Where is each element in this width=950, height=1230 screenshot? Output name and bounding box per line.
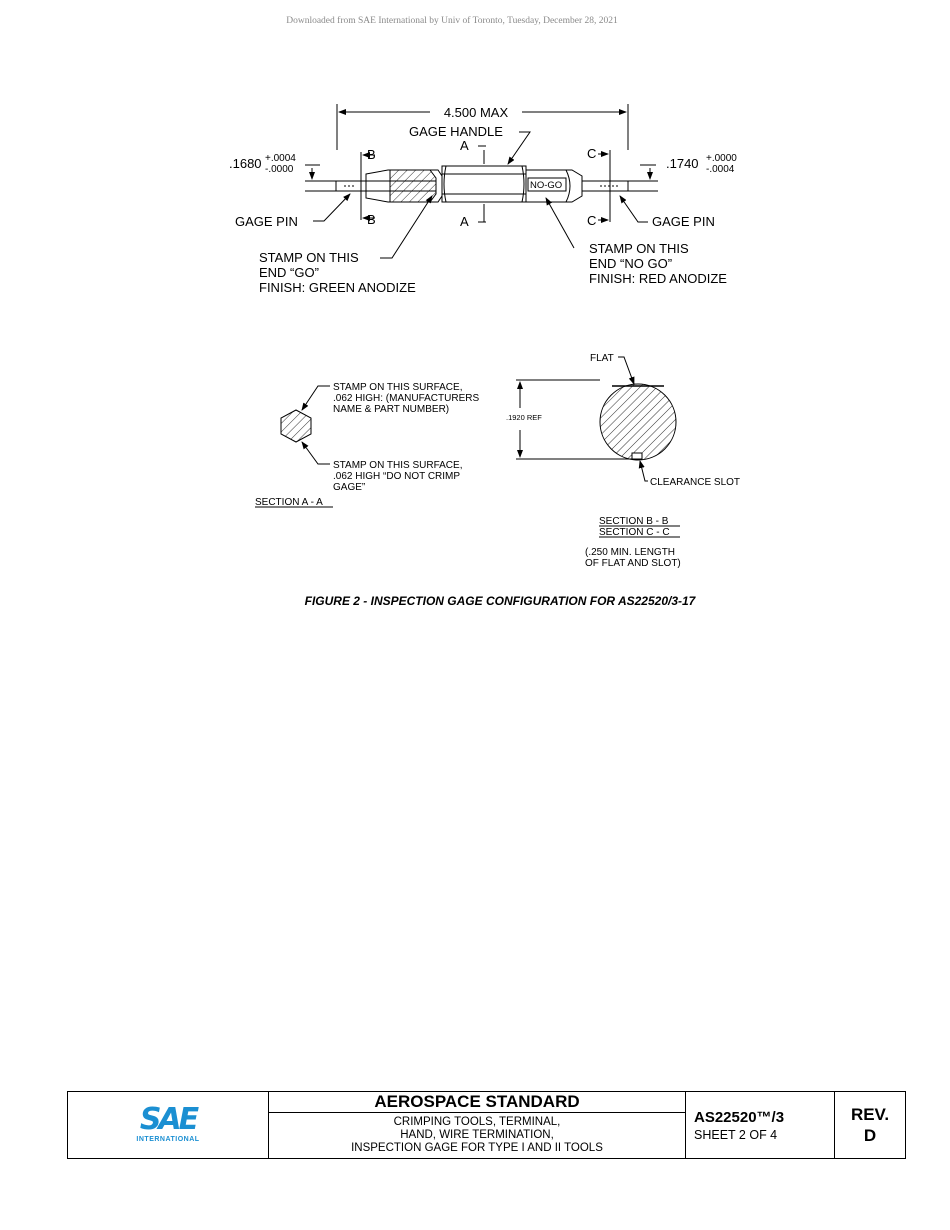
- hex-note-bottom-2: .062 HIGH “DO NOT CRIMP: [333, 471, 461, 482]
- figure-caption: FIGURE 2 - INSPECTION GAGE CONFIGURATION FOR AS22520/3-17: [304, 594, 696, 608]
- title-block: [67, 1091, 906, 1159]
- hex-note-bottom-3: GAGE”: [333, 482, 366, 493]
- left-tol-minus: -.0000: [265, 164, 294, 175]
- gage-pin-left-label: GAGE PIN: [235, 214, 298, 229]
- section-a-top-label: A: [460, 138, 469, 153]
- sae-logo-cell: [68, 1092, 269, 1159]
- subtitle-line-1: CRIMPING TOOLS, TERMINAL,: [393, 1116, 561, 1128]
- hex-note-top-1: STAMP ON THIS SURFACE,: [333, 382, 463, 393]
- section-a-bottom-label: A: [460, 214, 469, 229]
- clearance-slot-label: CLEARANCE SLOT: [650, 477, 741, 488]
- section-c-bottom-label: C: [587, 213, 597, 228]
- nogo-note-line-3: FINISH: RED ANODIZE: [589, 271, 727, 286]
- gage-handle-body: [442, 166, 526, 202]
- document-number-cell: [686, 1092, 835, 1159]
- left-tol-plus: +.0004: [265, 153, 296, 164]
- go-note-line-2: END “GO”: [259, 265, 319, 280]
- go-note-line-3: FINISH: GREEN ANODIZE: [259, 280, 416, 295]
- clearance-slot-shape: [632, 453, 642, 459]
- gage-pin-right-label: GAGE PIN: [652, 214, 715, 229]
- standard-subtitle: [269, 1113, 686, 1159]
- revision-value: D: [863, 1126, 877, 1145]
- round-section-bb-cc: [600, 384, 676, 460]
- sae-logo-sub: INTERNATIONAL: [136, 1135, 200, 1143]
- nogo-note-line-2: END “NO GO”: [589, 256, 673, 271]
- inspection-gage-drawing: [0, 0, 950, 590]
- standard-title: AEROSPACE STANDARD: [269, 1092, 686, 1113]
- section-c-top-label: C: [587, 146, 597, 161]
- subtitle-line-3: INSPECTION GAGE FOR TYPE I AND II TOOLS: [351, 1142, 603, 1154]
- sheet-number: SHEET 2 OF 4: [694, 1127, 778, 1142]
- left-pin-diameter: .1680: [229, 156, 262, 171]
- section-b-top-label: B: [367, 147, 376, 162]
- sae-logo: [136, 1101, 200, 1143]
- length-note-2: OF FLAT AND SLOT): [585, 558, 681, 569]
- section-b-bottom-label: B: [367, 212, 376, 227]
- hex-note-top-2: .062 HIGH: (MANUFACTURERS: [333, 393, 480, 404]
- hex-section-aa: [281, 410, 311, 442]
- document-number: AS22520™/3: [694, 1108, 785, 1126]
- sae-logo-mark: SAE: [139, 1101, 197, 1137]
- section-bb-label: SECTION B - B: [599, 516, 669, 527]
- section-aa-label: SECTION A - A: [255, 497, 323, 508]
- right-tol-plus: +.0000: [706, 153, 737, 164]
- revision-cell: [835, 1092, 906, 1159]
- hex-note-bottom-1: STAMP ON THIS SURFACE,: [333, 460, 463, 471]
- hex-note-top-3: NAME & PART NUMBER): [333, 404, 450, 415]
- go-note-line-1: STAMP ON THIS: [259, 250, 359, 265]
- revision-label: REV.: [850, 1105, 890, 1124]
- length-note-1: (.250 MIN. LENGTH: [585, 547, 676, 558]
- gage-handle-label: GAGE HANDLE: [409, 124, 503, 139]
- flat-label: FLAT: [590, 353, 614, 364]
- right-tol-minus: -.0004: [706, 164, 735, 175]
- subtitle-line-2: HAND, WIRE TERMINATION,: [400, 1129, 554, 1141]
- nogo-note-line-1: STAMP ON THIS: [589, 241, 689, 256]
- overall-length-dim: 4.500 MAX: [443, 105, 509, 120]
- no-go-stamp: NO-GO: [530, 180, 563, 191]
- download-watermark: Downloaded from SAE International by Univ of Toronto, Tuesday, December 28, 2021: [286, 16, 618, 26]
- ref-dimension: .1920 REF: [506, 413, 542, 422]
- section-cc-label: SECTION C - C: [599, 527, 670, 538]
- left-sleeve-section: [390, 170, 436, 202]
- section-views: [255, 357, 680, 537]
- right-pin-diameter: .1740: [666, 156, 699, 171]
